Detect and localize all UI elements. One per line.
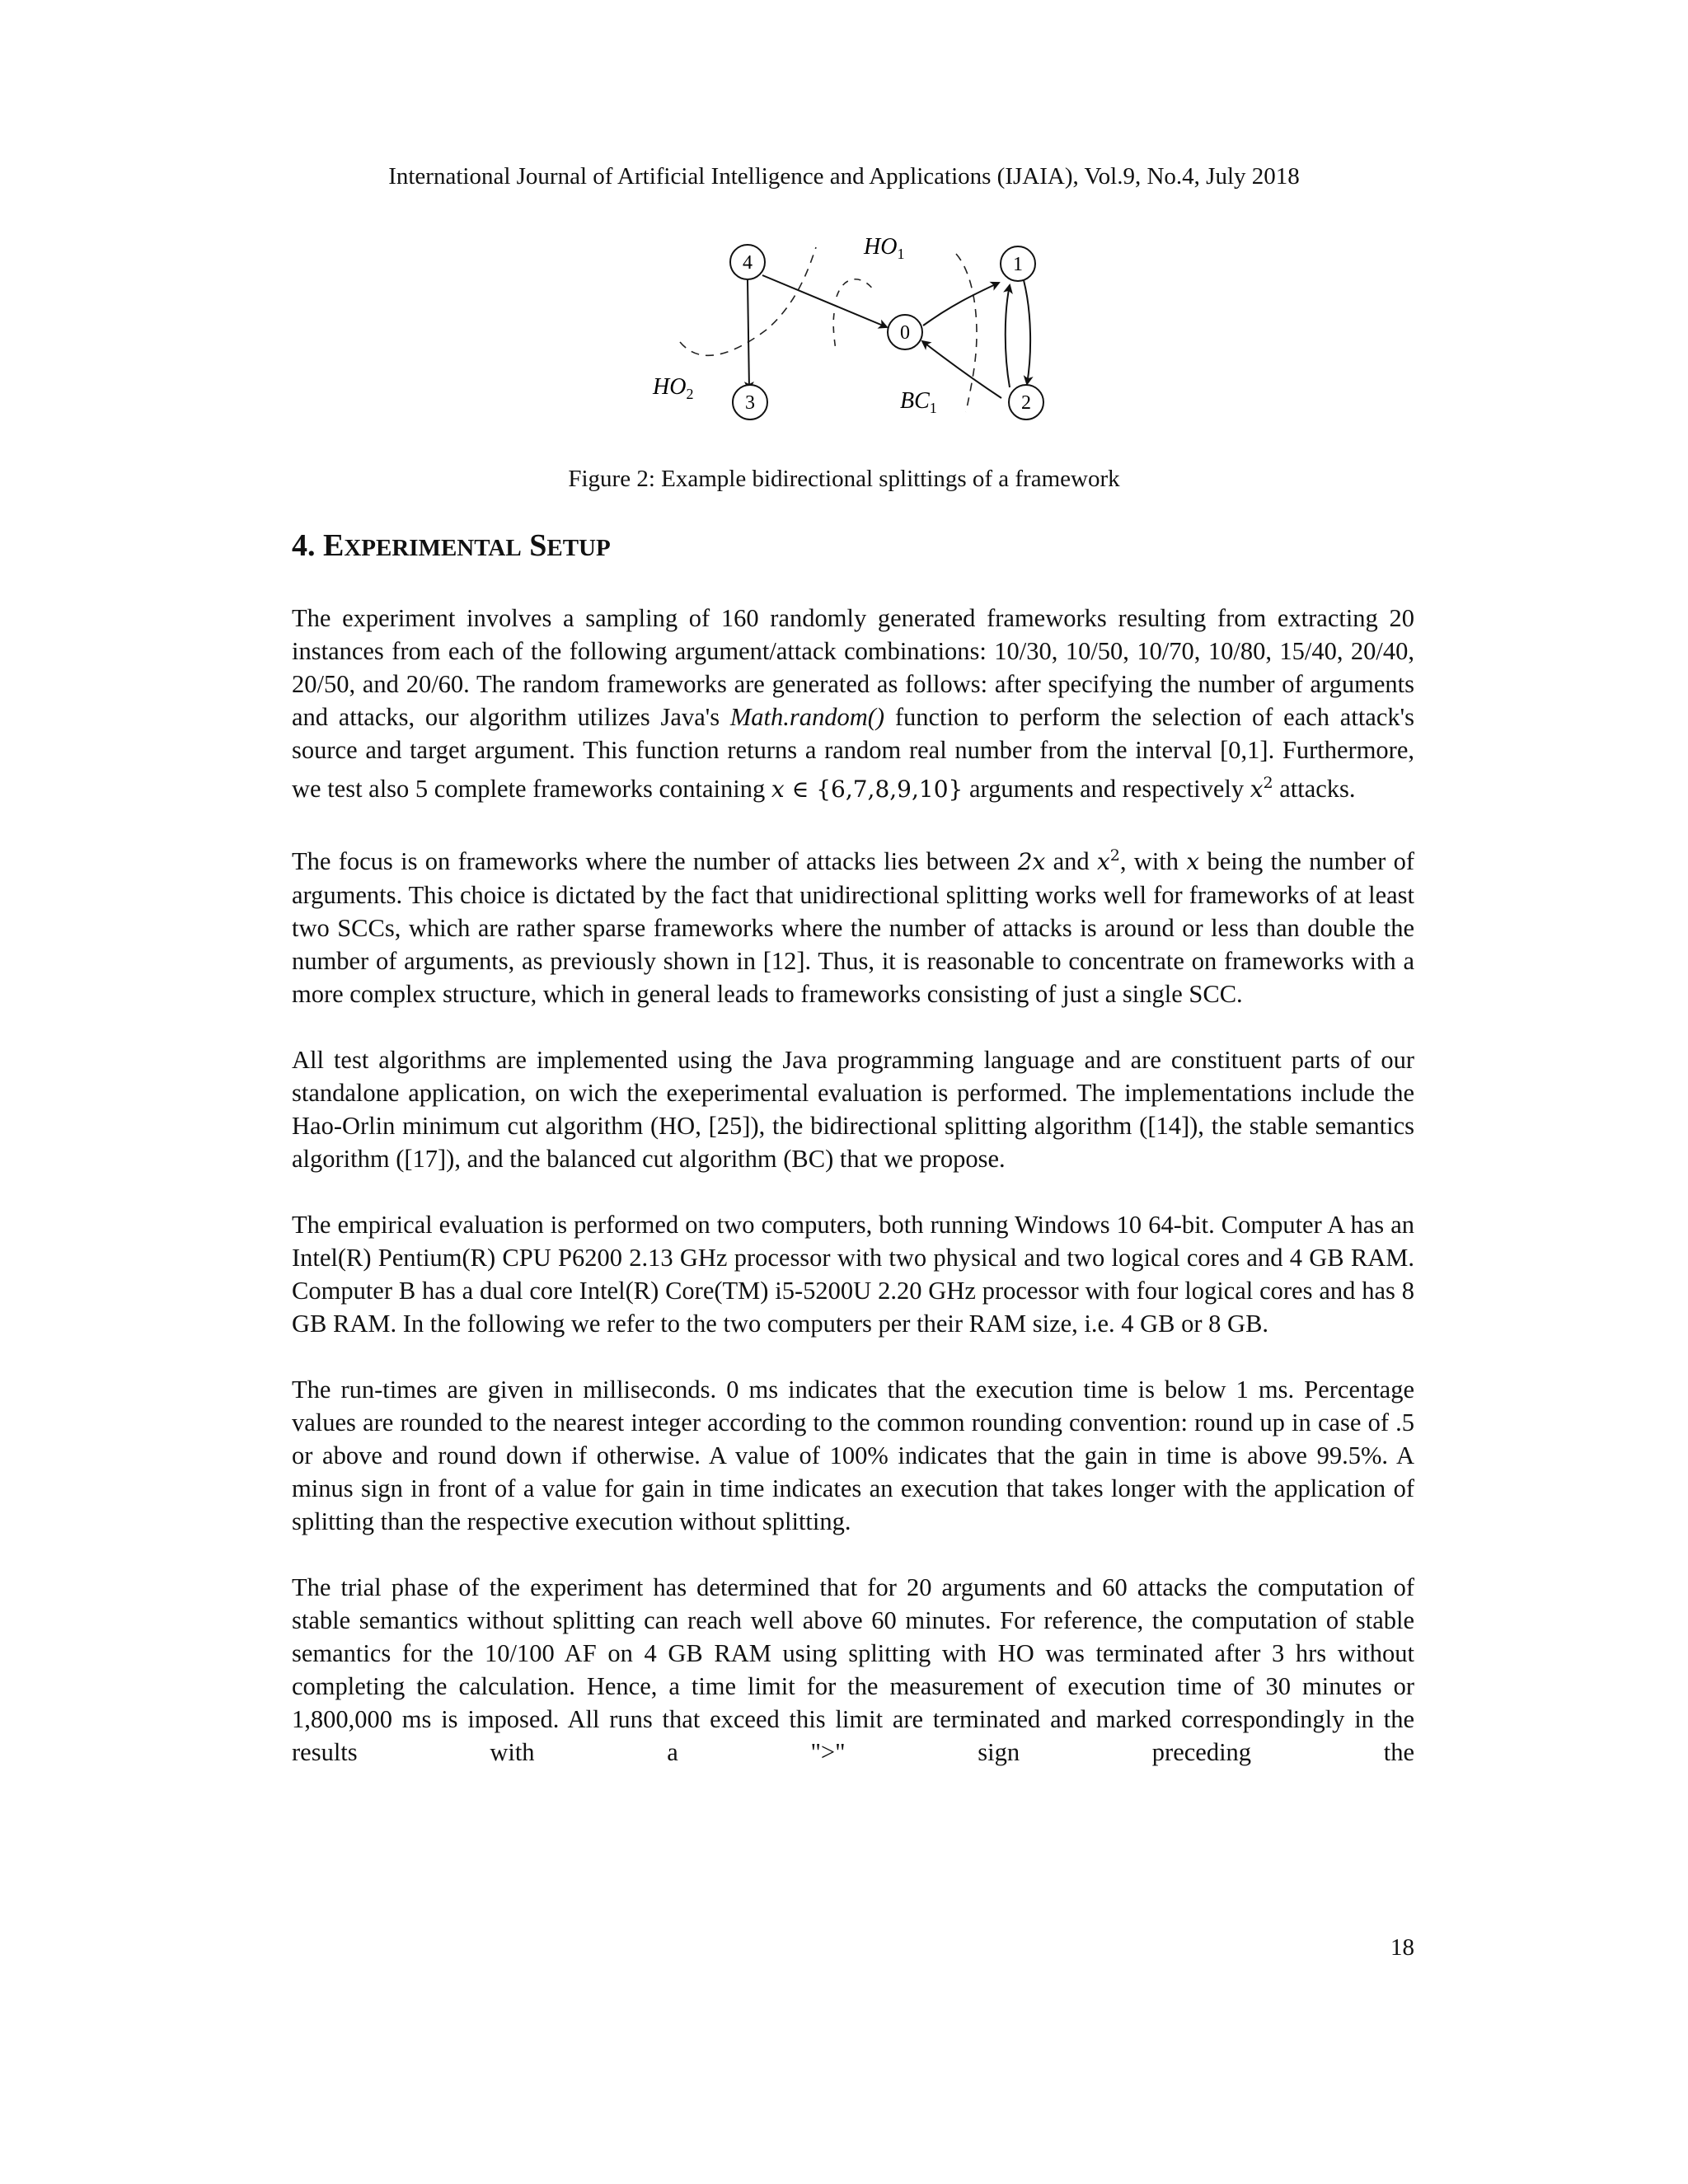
edge-4-0 [762,275,887,327]
label-ho1: $HO_1$ [864,234,905,262]
edge-2-1 [1006,285,1010,387]
paragraph-algorithms: All test algorithms are implemented using the Java programming language and are constituent parts of our standalone application, on wich the exeperimental evaluation is performed. The implementations include the Hao-Orlin minimum cut algorithm (HO, [25]), the bidirectional splitting algorithm ([14]), the stable semantics algorithm ([17]), and the balanced cut algorithm (BC) that we propose. [292,1046,1414,1174]
svg-text:1: 1 [1013,254,1023,275]
edge-0-1 [923,283,999,326]
label-bc1: $BC_1$ [900,388,937,416]
paragraph-trial-phase: The trial phase of the experiment has determined that for 20 arguments and 60 attacks the computation of stable semantics without splitting can reach well above 60 minutes. For reference, the computation of stable semantics for the 10/100 AF on 4 GB RAM using splitting with HO was terminated after 3 hrs without completing the calculation. Hence, a time limit for the measurement of execution time of 30 minutes or 1,800,000 ms is imposed. All runs that exceed this limit are terminated and marked correspondingly in the results with a ">" sign preceding the [292,1573,1414,1767]
bc1-cut-line [956,254,977,412]
ho1-cut-line [837,279,875,297]
svg-text:4: 4 [743,252,753,274]
framework-figure [643,231,1071,437]
edge-1-2 [1024,280,1030,384]
paragraph-runtimes: The run-times are given in milliseconds. 0 ms indicates that the execution time is below 1 ms. Percentage values are rounded to the nearest integer according to the common rounding convention: round up in case of .5 or above and round down if otherwise. A value of 100% indicates that the gain in time is above 99.5%. A minus sign in front of a value for gain in time indicates an execution that takes longer with the application of splitting than the respective execution without splitting. [292,1376,1414,1536]
svg-text:3: 3 [745,392,755,414]
page-number: 18 [1390,1934,1414,1961]
section-heading: 4. EXPERIMENTAL SETUP [292,528,611,563]
node-0 [888,315,922,349]
paragraph-computers: The empirical evaluation is performed on two computers, both running Windows 10 64-bit. Computer A has an Intel(R) Pentium(R) CPU P6200 2.13 GHz processor with two physical and two logical cores and 4 GB RAM. Computer B has a dual core Intel(R) Core(TM) i5-5200U 2.20 GHz processor with four logical cores and has 8 GB RAM. In the following we refer to the two computers per their RAM size, i.e. 4 GB or 8 GB. [292,1211,1414,1338]
node-1 [1001,246,1035,281]
svg-text:2: 2 [1021,392,1031,414]
label-ho2: $HO_2$ [653,374,694,402]
node-4 [730,245,765,279]
framework-graph [643,231,1071,437]
figure-caption: Figure 2: Example bidirectional splittings of a framework [568,466,1120,492]
svg-text:0: 0 [900,322,910,344]
paragraph-random-frameworks: The experiment involves a sampling of 160 randomly generated frameworks resulting from extracting 20 instances from each of the following argument/attack combinations: 10/30, 10/50, 10/70, 10/80, 15/40, 20/40, 20/50, and 20/60. The random frameworks are generated as follows: after specifying the number of arguments and attacks, our algorithm utilizes Java's Math.random() function to perform the selection of each attack's source and target argument. This function returns a random real number from the interval [0,1]. Furthermore, we test also 5 complete frameworks containing x ∈ {6,7,8,9,10} arguments and respectively $x^2$ attacks. [292,604,1414,804]
edge-2-0 [922,341,1001,398]
ho1-cut-line-lower [833,313,836,350]
paragraph-focus: The focus is on frameworks where the number of attacks lies between 2x and $x^2$, with x being the number of arguments. This choice is dictated by the fact that unidirectional splitting works well for frameworks of at least two SCCs, which are rather sparse frameworks where the number of attacks is around or less than double the number of arguments, as previously shown in [12]. Thus, it is reasonable to concentrate on frameworks with a more complex structure, which in general leads to frameworks consisting of just a single SCC. [292,846,1414,1009]
edge-4-3 [748,280,749,390]
body-text [292,602,1414,1802]
node-3 [733,385,767,419]
running-header: International Journal of Artificial Intelligence and Applications (IJAIA), Vol.9, No.4, July 2018 [388,163,1300,190]
node-2 [1009,385,1043,419]
